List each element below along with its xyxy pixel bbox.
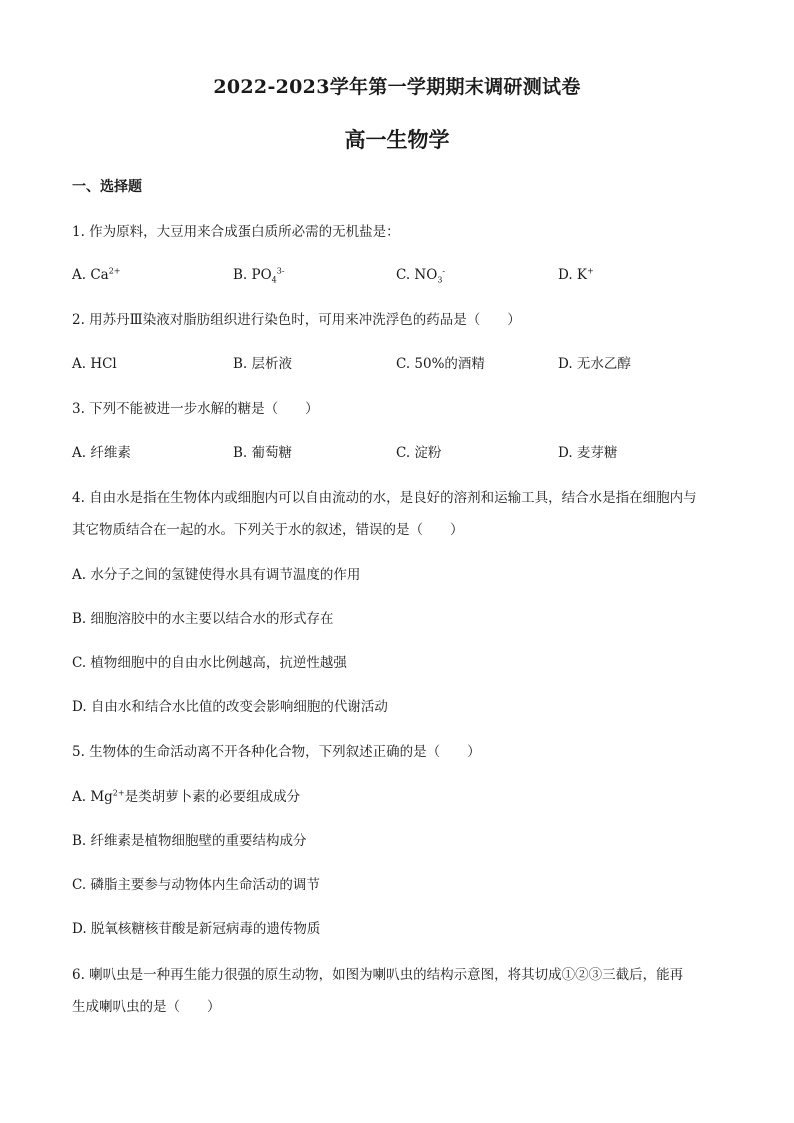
- question-3-option-b: B. 葡萄糖: [233, 445, 293, 461]
- question-4-option-b: B. 细胞溶胶中的水主要以结合水的形式存在: [72, 611, 334, 627]
- question-3-stem: 3. 下列不能被进一步水解的糖是（ ）: [72, 401, 319, 417]
- question-5-option-d: D. 脱氧核糖核苷酸是新冠病毒的遗传物质: [72, 921, 321, 937]
- question-5-option-c: C. 磷脂主要参与动物体内生命活动的调节: [72, 877, 320, 893]
- question-2-option-b: B. 层析液: [233, 356, 293, 372]
- question-3-option-a: A. 纤维素: [72, 445, 131, 461]
- exam-subject: 高一生物学: [344, 127, 450, 152]
- section-heading: 一、选择题: [72, 179, 142, 195]
- question-4-stem-line-1: 4. 自由水是指在生物体内或细胞内可以自由流动的水，是良好的溶剂和运输工具，结合水是指在细胞内与: [72, 490, 697, 506]
- question-2-stem: 2. 用苏丹Ⅲ染液对脂肪组织进行染色时，可用来冲洗浮色的药品是（ ）: [72, 312, 521, 328]
- question-1-option-c: C. $NO_3^-$: [396, 266, 446, 285]
- question-2-option-c: C. 50%的酒精: [396, 356, 485, 372]
- question-1-option-b: B. $PO_4^{3-}$: [233, 266, 285, 285]
- question-4-stem-line-2: 其它物质结合在一起的水。下列关于水的叙述，错误的是（ ）: [72, 522, 464, 538]
- question-6-stem-line-2: 生成喇叭虫的是（ ）: [72, 999, 221, 1015]
- question-6-stem-line-1: 6. 喇叭虫是一种再生能力很强的原生动物，如图为喇叭虫的结构示意图，将其切成①②③三截后，能再: [72, 967, 684, 983]
- question-5-stem: 5. 生物体的生命活动离不开各种化合物，下列叙述正确的是（ ）: [72, 744, 481, 760]
- question-5-option-a: A. $Mg^{2+}$是类胡萝卜素的必要组成成分: [72, 788, 301, 805]
- question-4-option-d: D. 自由水和结合水比值的改变会影响细胞的代谢活动: [72, 699, 388, 715]
- question-4-option-c: C. 植物细胞中的自由水比例越高，抗逆性越强: [72, 655, 347, 671]
- question-1-option-a: A. $Ca^{2+}$: [72, 266, 121, 283]
- question-5-option-b: B. 纤维素是植物细胞壁的重要结构成分: [72, 833, 307, 849]
- question-1-option-d: D. K+: [558, 266, 594, 283]
- question-2-option-a: A. HCl: [72, 356, 117, 372]
- question-2-option-d: D. 无水乙醇: [558, 356, 631, 372]
- exam-title: 2022-2023学年第一学期期末调研测试卷: [213, 76, 581, 98]
- question-3-option-d: D. 麦芽糖: [558, 445, 618, 461]
- question-4-option-a: A. 水分子之间的氢键使得水具有调节温度的作用: [72, 567, 361, 583]
- question-3-option-c: C. 淀粉: [396, 445, 442, 461]
- question-1-stem: 1. 作为原料，大豆用来合成蛋白质所必需的无机盐是：: [72, 224, 400, 240]
